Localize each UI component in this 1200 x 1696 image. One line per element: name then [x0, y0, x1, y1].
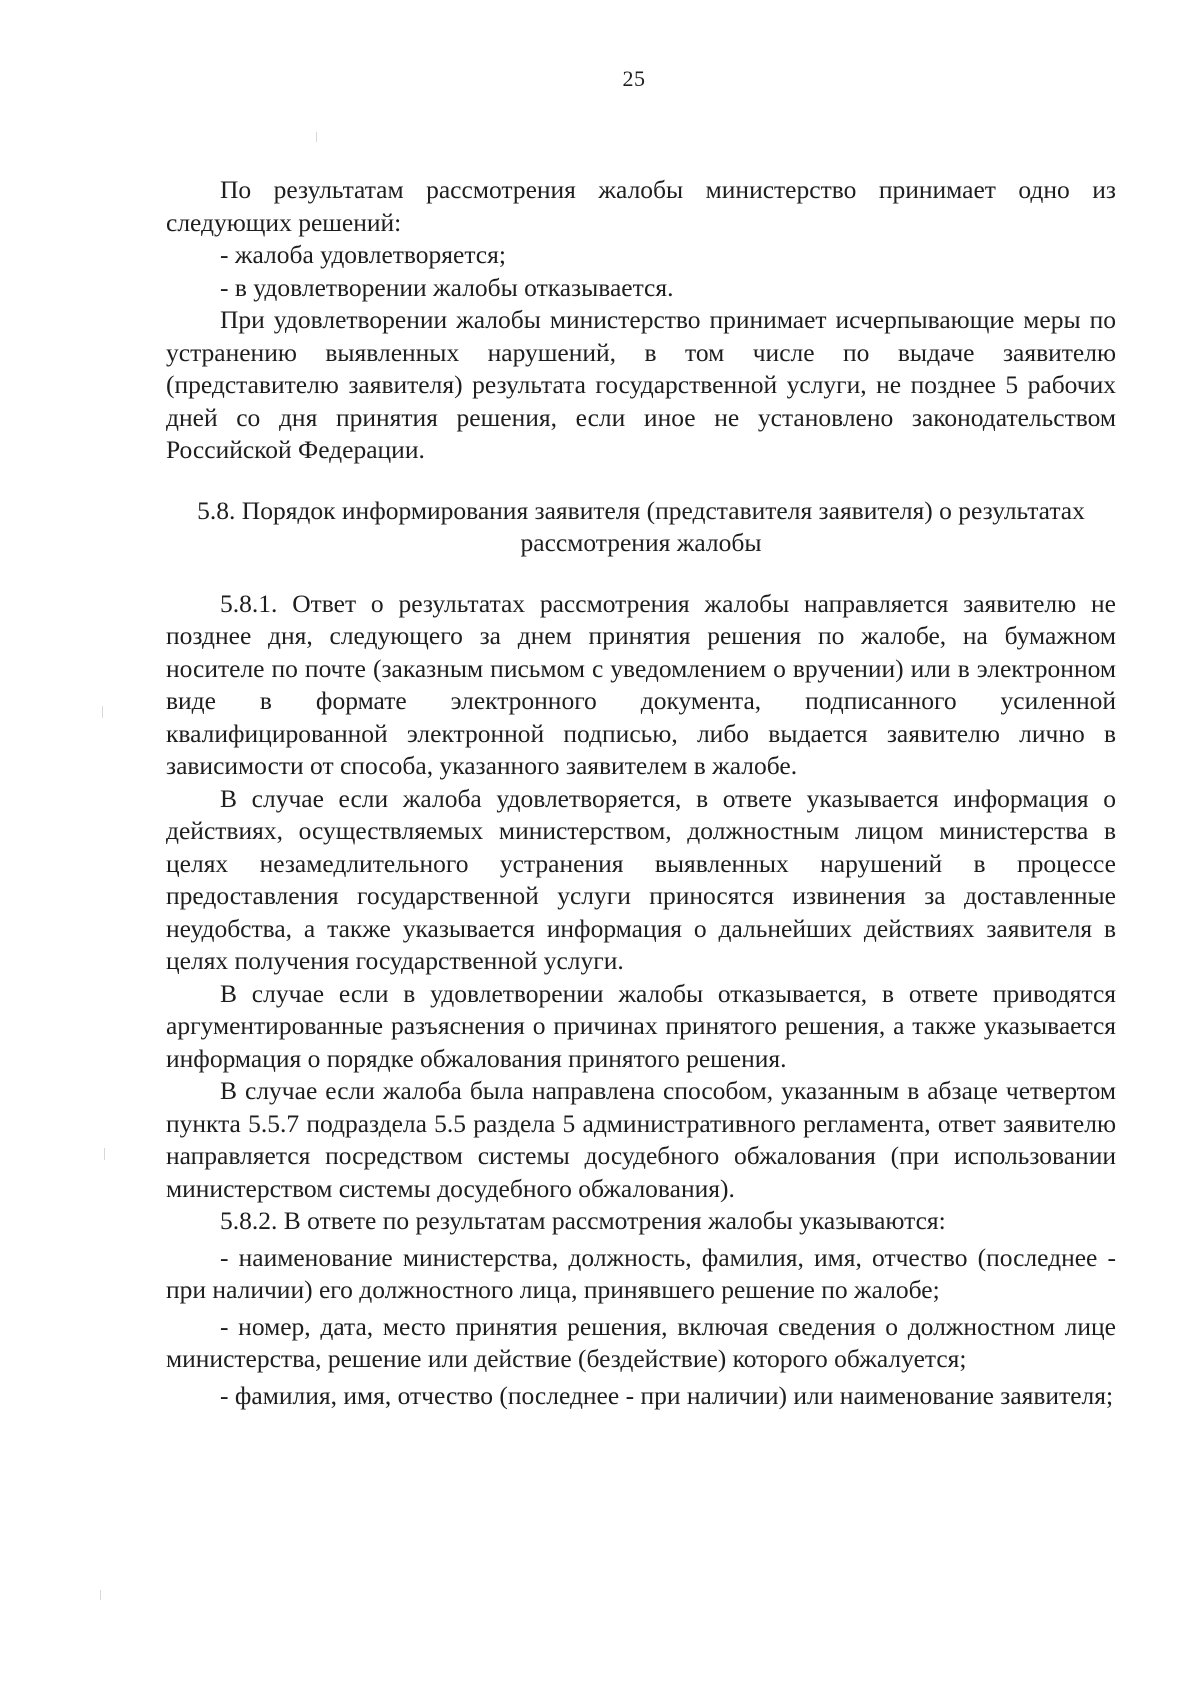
section-heading: 5.8. Порядок информирования заявителя (представителя заявителя) о результатах рассмотрения жалобы [197, 495, 1085, 557]
paragraph: По результатам рассмотрения жалобы министерство принимает одно из следующих решений: [166, 175, 1116, 237]
list-item: - фамилия, имя, отчество (последнее - при наличии) или наименование заявителя; [220, 1380, 1114, 1410]
scan-mark [104, 1148, 105, 1160]
list-item: - жалоба удовлетворяется; [220, 240, 506, 269]
paragraph: 5.8.2. В ответе по результатам рассмотрения жалобы указываются: [220, 1206, 946, 1235]
page-number: 25 [622, 66, 646, 91]
paragraph: 5.8.1. Ответ о результатах рассмотрения жалобы направляется заявителю не позднее дня, следующего за днем принятия решения по жалобе, на бумажном носителе по почте (заказным письмом с уведомлением о вручении) или в электронном виде в формате электронного документа, подписанного усиленной квалифицированной электронной подписью, либо выдается заявителю лично в зависимости от способа, указанного заявителем в жалобе. [166, 588, 1116, 780]
scan-mark [102, 706, 103, 718]
scan-mark [100, 1590, 101, 1600]
list-item: - в удовлетворении жалобы отказывается. [220, 272, 674, 302]
document-body [166, 174, 1116, 1412]
list-item: - наименование министерства, должность, фамилия, имя, отчество (последнее - при наличии) его должностного лица, принявшего решение по жалобе; [166, 1242, 1116, 1304]
list-item: - номер, дата, место принятия решения, включая сведения о должностном лице министерства, решение или действие (бездействие) которого обжалуется; [166, 1311, 1116, 1373]
paragraph: В случае если жалоба удовлетворяется, в ответе указывается информация о действиях, осуществляемых министерством, должностным лицом министерства в целях незамедлительного устранения выявленных нарушений в процессе предоставления государственной услуги приносятся извинения за доставленные неудобства, а также указывается информация о дальнейших действиях заявителя в целях получения государственной услуги. [166, 783, 1116, 975]
paragraph: При удовлетворении жалобы министерство принимает исчерпывающие меры по устранению выявленных нарушений, в том числе по выдаче заявителю (представителю заявителя) результата государственной услуги, не позднее 5 рабочих дней со дня принятия решения, если иное не установлено законодательством Российской Федерации. [166, 305, 1116, 464]
paragraph: В случае если жалоба была направлена способом, указанным в абзаце четвертом пункта 5.5.7 подраздела 5.5 раздела 5 административного регламента, ответ заявителю направляется посредством системы досудебного обжалования (при использовании министерством системы досудебного обжалования). [166, 1076, 1116, 1203]
paragraph: В случае если в удовлетворении жалобы отказывается, в ответе приводятся аргументированные разъяснения о причинах принятого решения, а также указывается информация о порядке обжалования принятого решения. [166, 978, 1116, 1073]
scan-mark [316, 132, 317, 142]
